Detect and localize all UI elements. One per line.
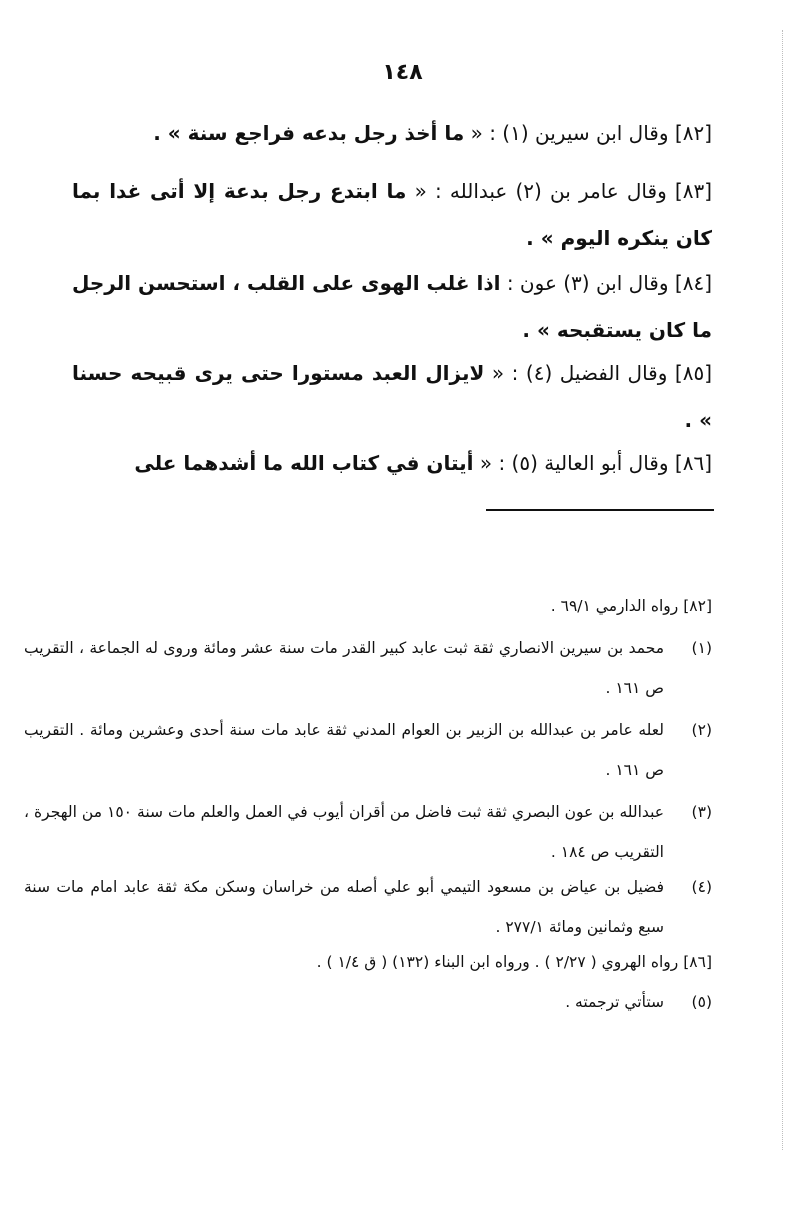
paragraph-84	[72, 260, 712, 354]
footnote-text: رواه الدارمي ٦٩/١ .	[550, 597, 679, 615]
footnote-2	[24, 710, 712, 790]
footnote-number: [٨٢]	[683, 597, 712, 615]
footnote-1	[24, 628, 712, 708]
footnote-number: (٥)	[691, 993, 712, 1011]
paragraph-86	[72, 440, 712, 487]
page-number: ١٤٨	[382, 60, 423, 85]
paragraph-quote: ما أخذ رجل بدعه فراجع سنة » .	[153, 121, 465, 145]
footnote-text: لعله عامر بن عبدالله بن الزبير بن العوام المدني ثقة عابد مات سنة أحدى وعشرين ومائة . التقريب ص ١٦١ .	[24, 721, 664, 779]
paragraph-intro: وقال ابن سيرين (١) : «	[470, 121, 669, 145]
footnote-text: ستأتي ترجمته .	[565, 993, 664, 1011]
paragraph-number: [٨٣]	[674, 179, 712, 203]
paragraph-quote: أيتان في كتاب الله ما أشدهما على	[134, 451, 474, 475]
footnote-separator	[486, 509, 714, 511]
paragraph-intro: وقال أبو العالية (٥) : «	[479, 451, 669, 475]
paragraph-intro: وقال ابن (٣) عون :	[506, 271, 669, 295]
paragraph-82	[72, 110, 712, 157]
paragraph-intro: وقال الفضيل (٤) : «	[491, 361, 668, 385]
paragraph-number: [٨٢]	[674, 121, 712, 145]
footnote-number: (٣)	[691, 803, 712, 821]
page-edge-line	[782, 30, 783, 1150]
footnote-number: (٤)	[691, 878, 712, 896]
footnote-number: [٨٦]	[683, 953, 712, 971]
footnote-text: فضيل بن عياض بن مسعود التيمي أبو علي أصله من خراسان وسكن مكة ثقة عابد امام مات سنة سبع وثمانين ومائة ٢٧٧/١ .	[24, 878, 664, 936]
footnote-5	[24, 982, 712, 1022]
footnote-number: (١)	[691, 639, 712, 657]
paragraph-number: [٨٤]	[674, 271, 712, 295]
paragraph-intro: وقال عامر بن (٢) عبدالله : «	[414, 179, 667, 203]
paragraph-83	[72, 168, 712, 262]
footnote-86	[72, 942, 712, 982]
paragraph-number: [٨٥]	[674, 361, 713, 385]
paragraph-quote: لايزال العبد مستورا حتى يرى قبيحه حسنا » .	[72, 361, 712, 432]
footnote-text: رواه الهروي ( ٢/٢٧ ) . ورواه ابن البناء (١٣٢) ( ق ١/٤ ) .	[316, 953, 679, 971]
footnote-82	[72, 586, 712, 626]
paragraph-number: [٨٦]	[674, 451, 712, 475]
footnote-text: محمد بن سيرين الانصاري ثقة ثبت عابد كبير القدر مات سنة عشر ومائة وروى له الجماعة ، التقريب ص ١٦١ .	[24, 639, 664, 697]
footnote-4	[24, 867, 712, 947]
footnote-text: عبدالله بن عون البصري ثقة ثبت فاضل من أقران أيوب في العمل والعلم مات سنة ١٥٠ من الهجرة ، التقريب ص ١٨٤ .	[24, 803, 664, 861]
paragraph-85	[72, 350, 712, 444]
footnote-3	[24, 792, 712, 872]
paragraph-quote: اذا غلب الهوى على القلب ، استحسن الرجل ما كان يستقبحه » .	[72, 271, 712, 342]
paragraph-quote: ما ابتدع رجل بدعة إلا أتى غدا بما كان ينكره اليوم » .	[72, 179, 712, 250]
footnote-number: (٢)	[691, 721, 712, 739]
